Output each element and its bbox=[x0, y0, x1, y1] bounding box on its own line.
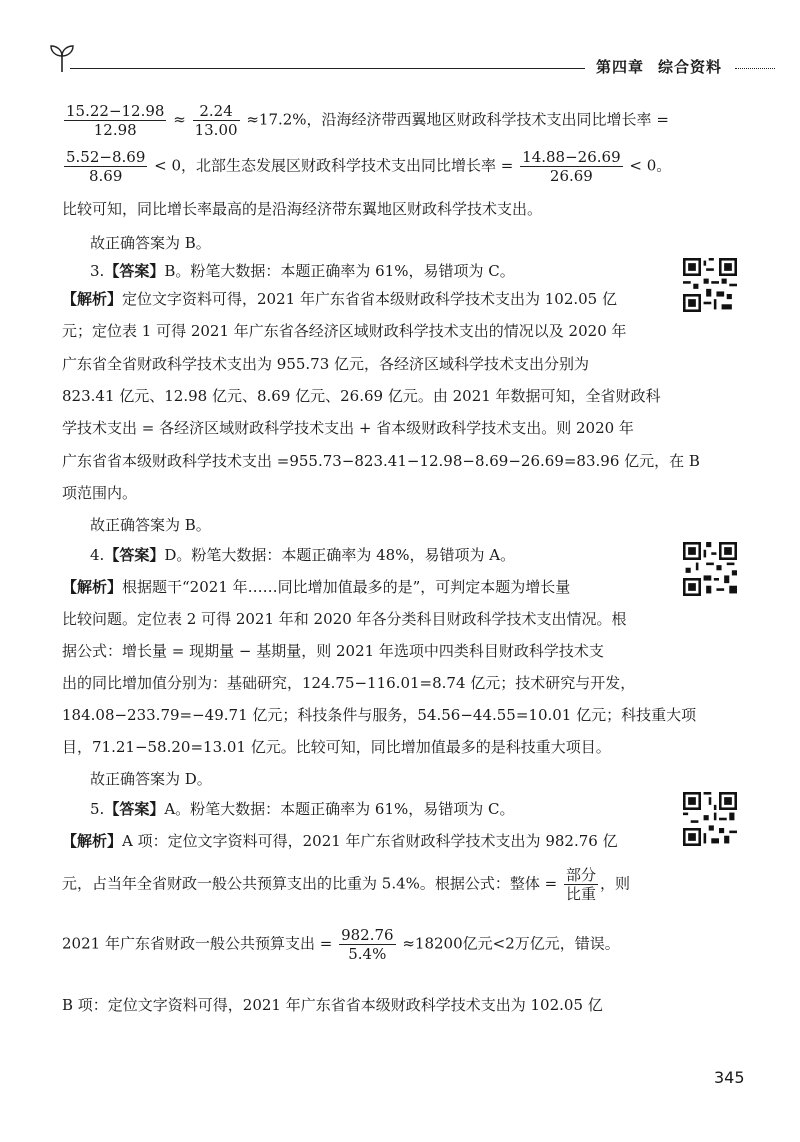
text-line: 广东省全省财政科学技术支出为 955.73 亿元，各经济区域科学技术支出分别为 bbox=[62, 355, 590, 373]
fraction: $\frac{982.76}{5.4\%}$ bbox=[341, 926, 394, 963]
text-line: 184.08−233.79=−49.71 亿元；科技条件与服务，54.56−44.55=10.01 亿元；科技重大项 bbox=[62, 706, 697, 724]
fraction: $\frac{5.52-8.69}{8.69}$ bbox=[66, 148, 146, 185]
page-header bbox=[0, 42, 800, 82]
text-line: 广东省省本级财政科学技术支出 =955.73−823.41−12.98−8.69−26.69=83.96 亿元，在 B bbox=[62, 452, 700, 470]
chapter-section: 综合资料 bbox=[658, 58, 723, 76]
fraction: $\frac{14.88-26.69}{26.69}$ bbox=[522, 148, 621, 185]
text-line: 2021 年广东省财政一般公共预算支出 = $\frac{982.76}{5.4\%}$ ≈18200亿元<2万亿元，错误。 bbox=[62, 926, 620, 963]
question-5-explanation: 【解析】A 项：定位文字资料可得，2021 年广东省财政科学技术支出为 982.76 亿 bbox=[62, 832, 618, 850]
question-4-explanation: 【解析】根据题干“2021 年……同比增加值最多的是”，可判定本题为增长量 bbox=[62, 578, 571, 596]
answer-line: 故正确答案为 D。 bbox=[90, 770, 212, 788]
qr-code-icon[interactable] bbox=[683, 542, 737, 596]
chapter-title bbox=[596, 56, 736, 77]
fraction: $\frac{15.22-12.98}{12.98}$ bbox=[66, 102, 165, 139]
question-3-answer: 3.【答案】B。粉笔大数据：本题正确率为 61%，易错项为 C。 bbox=[90, 262, 515, 280]
text-line: $\frac{15.22-12.98}{12.98}$ ≈ $\frac{2.24}{13.00}$ ≈17.2%，沿海经济带西翼地区财政科学技术支出同比增长率 = bbox=[66, 102, 669, 139]
header-rule-right bbox=[735, 68, 775, 69]
text-line: 元，占当年全省财政一般公共预算支出的比重为 5.4%。根据公式：整体 = $\frac{\text{部分}}{\text{比重}}$ ，则 bbox=[62, 866, 631, 903]
text-line: 比较可知，同比增长率最高的是沿海经济带东翼地区财政科学技术支出。 bbox=[62, 200, 543, 218]
question-3-explanation: 【解析】定位文字资料可得，2021 年广东省省本级财政科学技术支出为 102.05 亿 bbox=[62, 290, 617, 308]
chapter-number: 第四章 bbox=[596, 58, 645, 76]
answer-line: 故正确答案为 B。 bbox=[90, 516, 211, 534]
qr-code-icon[interactable] bbox=[683, 258, 737, 312]
question-4-answer: 4.【答案】D。粉笔大数据：本题正确率为 48%，易错项为 A。 bbox=[90, 546, 516, 564]
qr-code-icon[interactable] bbox=[683, 792, 737, 846]
text-line: B 项：定位文字资料可得，2021 年广东省省本级财政科学技术支出为 102.05 亿 bbox=[62, 996, 603, 1014]
text-line: 项范围内。 bbox=[62, 484, 138, 502]
fraction: $\frac{2.24}{13.00}$ bbox=[194, 102, 238, 139]
text-line: 元；定位表 1 可得 2021 年广东省各经济区域财政科学技术支出的情况以及 2020 年 bbox=[62, 322, 627, 340]
text-line: 学技术支出 = 各经济区域财政科学技术支出 + 省本级财政科学技术支出。则 2020 年 bbox=[62, 419, 634, 437]
text-line: 823.41 亿元、12.98 亿元、8.69 亿元、26.69 亿元。由 2021 年数据可知，全省财政科 bbox=[62, 387, 661, 405]
sprout-logo-icon bbox=[48, 42, 76, 74]
text-line: 据公式：增长量 = 现期量 − 基期量，则 2021 年选项中四类科目财政科学技术支 bbox=[62, 642, 604, 660]
fraction: $\frac{\text{部分}}{\text{比重}}$ bbox=[566, 866, 597, 903]
question-5-answer: 5.【答案】A。粉笔大数据：本题正确率为 61%，易错项为 C。 bbox=[90, 800, 515, 818]
answer-line: 故正确答案为 B。 bbox=[90, 234, 211, 252]
text-line: 目，71.21−58.20=13.01 亿元。比较可知，同比增加值最多的是科技重大项目。 bbox=[62, 738, 611, 756]
header-rule bbox=[70, 68, 585, 69]
text-line: $\frac{5.52-8.69}{8.69}$ < 0，北部生态发展区财政科学技术支出同比增长率 = $\frac{14.88-26.69}{26.69}$ < 0。 bbox=[66, 148, 672, 185]
text-line: 出的同比增加值分别为：基础研究，124.75−116.01=8.74 亿元；技术研究与开发， bbox=[62, 674, 636, 692]
page-number: 345 bbox=[714, 1068, 745, 1087]
text-line: 比较问题。定位表 2 可得 2021 年和 2020 年各分类科目财政科学技术支出情况。根 bbox=[62, 610, 627, 628]
